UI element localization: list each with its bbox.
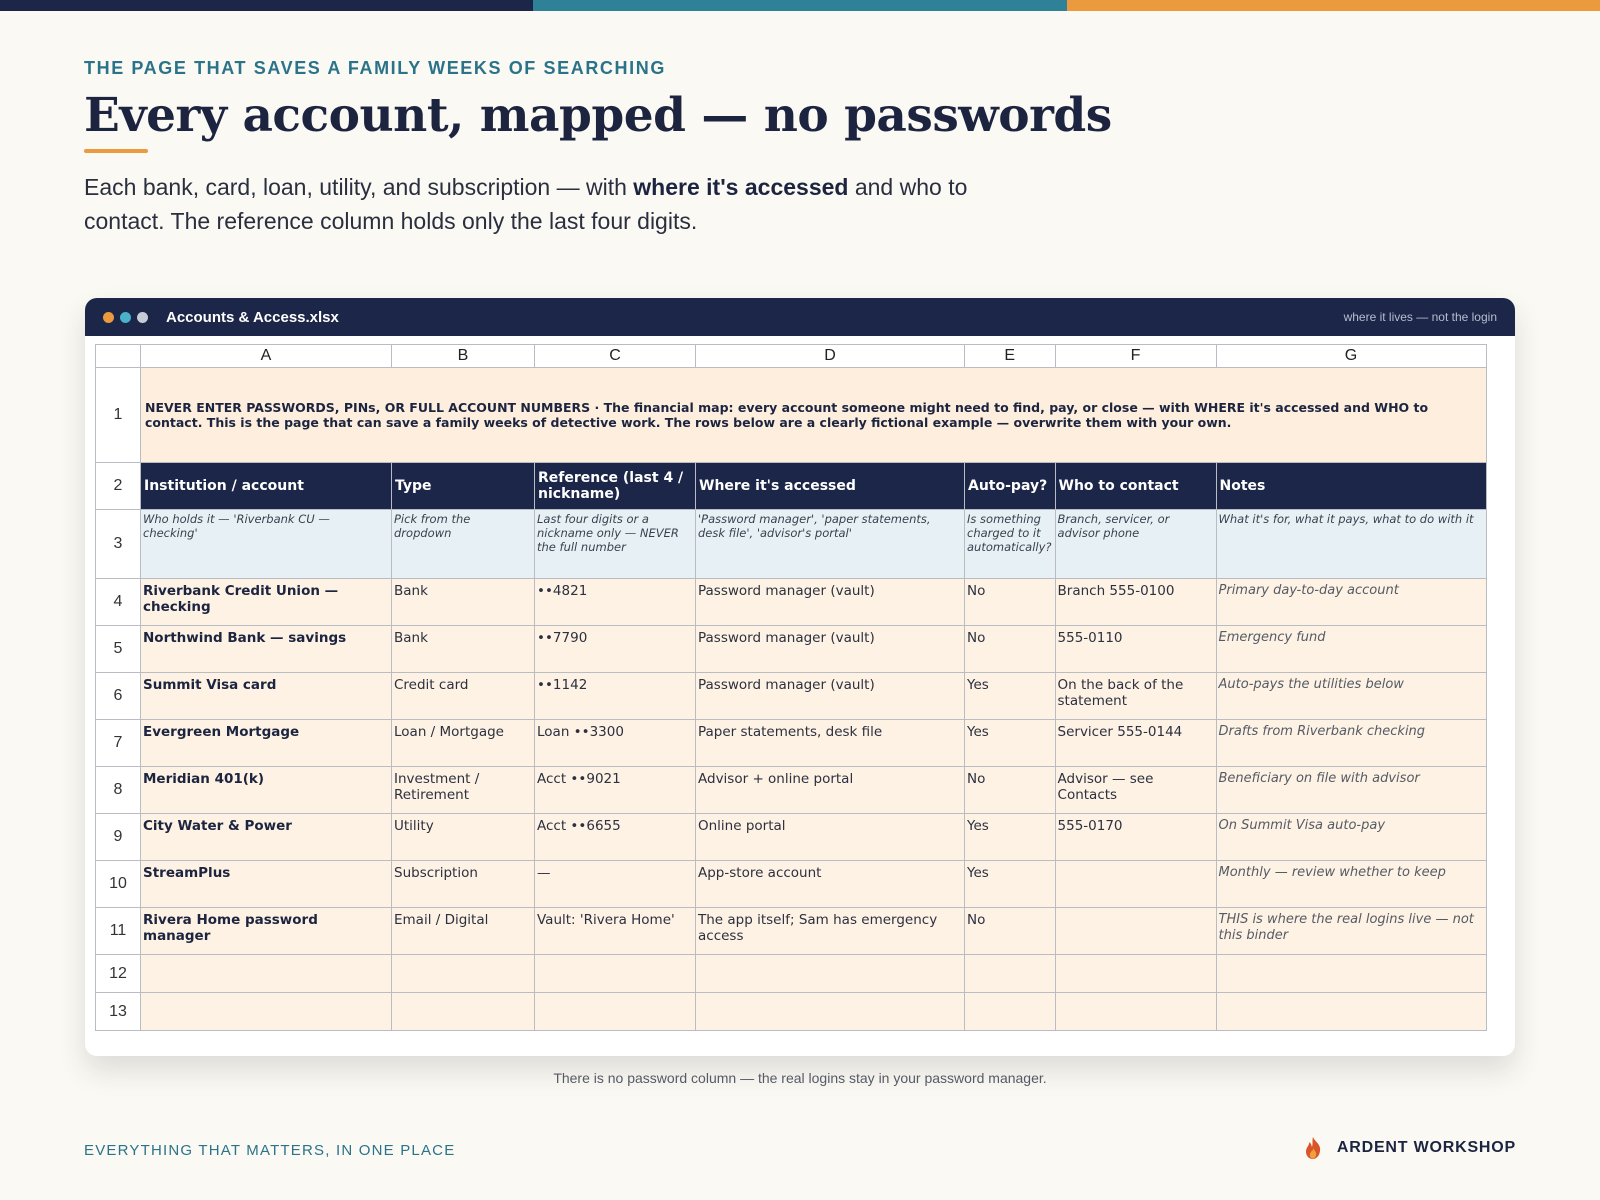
data-cell[interactable]: Yes xyxy=(965,720,1056,767)
empty-cell[interactable] xyxy=(141,955,392,993)
data-cell[interactable]: Advisor — see Contacts xyxy=(1055,767,1216,814)
empty-cell[interactable] xyxy=(1055,993,1216,1031)
hint-cell[interactable]: 'Password manager', 'paper statements, desk file', 'advisor's portal' xyxy=(696,510,965,579)
data-cell[interactable]: ••7790 xyxy=(535,626,696,673)
data-cell[interactable]: Evergreen Mortgage xyxy=(141,720,392,767)
data-cell[interactable]: Rivera Home password manager xyxy=(141,908,392,955)
empty-cell[interactable] xyxy=(696,955,965,993)
top-bar-orange xyxy=(1067,0,1600,11)
column-header-c[interactable]: C xyxy=(535,345,696,368)
file-name: Accounts & Access.xlsx xyxy=(166,308,339,326)
window-titlebar xyxy=(85,298,1515,336)
table-row xyxy=(96,720,1487,767)
data-cell[interactable]: Password manager (vault) xyxy=(696,579,965,626)
data-cell[interactable]: Northwind Bank — savings xyxy=(141,626,392,673)
hint-row xyxy=(96,510,1487,579)
sheet-grid xyxy=(95,344,1487,1031)
table-row xyxy=(96,579,1487,626)
column-header-e[interactable]: E xyxy=(965,345,1056,368)
table-row xyxy=(96,626,1487,673)
data-cell[interactable]: Drafts from Riverbank checking xyxy=(1216,720,1486,767)
data-cell[interactable]: Vault: 'Rivera Home' xyxy=(535,908,696,955)
data-cell[interactable]: Primary day-to-day account xyxy=(1216,579,1486,626)
row-number[interactable]: 12 xyxy=(96,955,141,993)
data-cell[interactable]: On Summit Visa auto-pay xyxy=(1216,814,1486,861)
data-cell[interactable]: App-store account xyxy=(696,861,965,908)
data-cell[interactable]: Yes xyxy=(965,673,1056,720)
window-dot-gray[interactable] xyxy=(137,312,148,323)
top-color-bar xyxy=(0,0,1600,11)
hint-cell[interactable]: Last four digits or a nickname only — NEVER the full number xyxy=(535,510,696,579)
empty-cell[interactable] xyxy=(535,993,696,1031)
header-cell[interactable]: Notes xyxy=(1216,463,1486,510)
header-cell[interactable]: Type xyxy=(392,463,535,510)
data-cell[interactable]: Bank xyxy=(392,626,535,673)
empty-cell[interactable] xyxy=(1216,993,1486,1031)
brand xyxy=(1303,1136,1516,1160)
data-cell[interactable]: Auto-pays the utilities below xyxy=(1216,673,1486,720)
row-number[interactable]: 4 xyxy=(96,579,141,626)
data-cell[interactable]: Monthly — review whether to keep xyxy=(1216,861,1486,908)
data-cell[interactable]: Loan ••3300 xyxy=(535,720,696,767)
data-cell[interactable]: ••1142 xyxy=(535,673,696,720)
data-cell[interactable]: No xyxy=(965,626,1056,673)
hint-cell[interactable]: Pick from the dropdown xyxy=(392,510,535,579)
empty-row xyxy=(96,955,1487,993)
brand-name: ARDENT WORKSHOP xyxy=(1336,1139,1516,1156)
empty-cell[interactable] xyxy=(392,955,535,993)
title-underline xyxy=(84,149,148,153)
column-header-a[interactable]: A xyxy=(141,345,392,368)
header-cell[interactable]: Where it's accessed xyxy=(696,463,965,510)
data-cell[interactable]: Paper statements, desk file xyxy=(696,720,965,767)
footer-tagline: EVERYTHING THAT MATTERS, IN ONE PLACE xyxy=(84,1142,456,1159)
data-cell[interactable]: Acct ••6655 xyxy=(535,814,696,861)
window-dot-teal[interactable] xyxy=(120,312,131,323)
spreadsheet-window xyxy=(85,298,1515,1056)
column-header-g[interactable]: G xyxy=(1216,345,1486,368)
data-cell[interactable]: On the back of the statement xyxy=(1055,673,1216,720)
empty-cell[interactable] xyxy=(965,993,1056,1031)
hint-cell[interactable]: What it's for, what it pays, what to do with it xyxy=(1216,510,1486,579)
data-cell[interactable]: No xyxy=(965,579,1056,626)
lede-part-1: Each bank, card, loan, utility, and subscription — with xyxy=(84,174,634,200)
data-cell[interactable]: Email / Digital xyxy=(392,908,535,955)
data-cell[interactable]: Utility xyxy=(392,814,535,861)
header-cell[interactable]: Reference (last 4 / nickname) xyxy=(535,463,696,510)
data-cell[interactable]: 555-0170 xyxy=(1055,814,1216,861)
empty-row xyxy=(96,993,1487,1031)
row-number[interactable]: 13 xyxy=(96,993,141,1031)
row-number[interactable]: 3 xyxy=(96,510,141,579)
data-cell[interactable]: City Water & Power xyxy=(141,814,392,861)
data-cell[interactable]: Meridian 401(k) xyxy=(141,767,392,814)
empty-cell[interactable] xyxy=(965,955,1056,993)
row-number[interactable]: 7 xyxy=(96,720,141,767)
page-title: Every account, mapped — no passwords xyxy=(84,88,1112,143)
caption: There is no password column — the real logins stay in your password manager. xyxy=(553,1070,1047,1086)
empty-cell[interactable] xyxy=(696,993,965,1031)
top-bar-teal xyxy=(533,0,1066,11)
lede xyxy=(84,170,1044,238)
lede-part-2: and who to contact. The reference column holds only the last four digits. xyxy=(84,174,968,234)
data-cell[interactable]: Yes xyxy=(965,861,1056,908)
row-number[interactable]: 10 xyxy=(96,861,141,908)
data-cell[interactable]: — xyxy=(535,861,696,908)
data-cell[interactable]: Online portal xyxy=(696,814,965,861)
header-cell[interactable]: Who to contact xyxy=(1055,463,1216,510)
table-row xyxy=(96,814,1487,861)
data-cell[interactable] xyxy=(1055,908,1216,955)
data-cell[interactable] xyxy=(1055,861,1216,908)
empty-cell[interactable] xyxy=(1216,955,1486,993)
data-cell[interactable]: Branch 555-0100 xyxy=(1055,579,1216,626)
data-cell[interactable]: Yes xyxy=(965,814,1056,861)
row-number[interactable]: 1 xyxy=(96,368,141,463)
column-header-d[interactable]: D xyxy=(696,345,965,368)
header-row xyxy=(96,463,1487,510)
data-cell[interactable]: Acct ••9021 xyxy=(535,767,696,814)
data-cell[interactable]: 555-0110 xyxy=(1055,626,1216,673)
data-cell[interactable]: Servicer 555-0144 xyxy=(1055,720,1216,767)
data-cell[interactable]: Riverbank Credit Union — checking xyxy=(141,579,392,626)
data-cell[interactable]: Password manager (vault) xyxy=(696,626,965,673)
row-number[interactable]: 6 xyxy=(96,673,141,720)
row-number[interactable]: 11 xyxy=(96,908,141,955)
header-cell[interactable]: Auto-pay? xyxy=(965,463,1056,510)
table-row xyxy=(96,673,1487,720)
table-row xyxy=(96,767,1487,814)
data-cell[interactable]: Credit card xyxy=(392,673,535,720)
data-cell[interactable]: StreamPlus xyxy=(141,861,392,908)
column-header-row xyxy=(96,345,1487,368)
lede-bold: where it's accessed xyxy=(633,174,849,200)
hint-cell[interactable]: Who holds it — 'Riverbank CU — checking' xyxy=(141,510,392,579)
row-number[interactable]: 8 xyxy=(96,767,141,814)
data-cell[interactable]: Beneficiary on file with advisor xyxy=(1216,767,1486,814)
window-note: where it lives — not the login xyxy=(1343,310,1497,324)
warning-row xyxy=(96,368,1487,463)
header-cell[interactable]: Institution / account xyxy=(141,463,392,510)
data-cell[interactable]: Summit Visa card xyxy=(141,673,392,720)
top-bar-navy xyxy=(0,0,533,11)
column-header-b[interactable]: B xyxy=(392,345,535,368)
data-cell[interactable]: Advisor + online portal xyxy=(696,767,965,814)
kicker: THE PAGE THAT SAVES A FAMILY WEEKS OF SEARCHING xyxy=(84,58,666,78)
data-cell[interactable]: Loan / Mortgage xyxy=(392,720,535,767)
data-cell[interactable]: Emergency fund xyxy=(1216,626,1486,673)
data-cell[interactable]: Investment / Retirement xyxy=(392,767,535,814)
row-number[interactable]: 9 xyxy=(96,814,141,861)
table-row xyxy=(96,861,1487,908)
column-header-f[interactable]: F xyxy=(1055,345,1216,368)
window-dot-orange[interactable] xyxy=(103,312,114,323)
flame-icon xyxy=(1303,1136,1323,1160)
hint-cell[interactable]: Is something charged to it automatically? xyxy=(965,510,1056,579)
hint-cell[interactable]: Branch, servicer, or advisor phone xyxy=(1055,510,1216,579)
data-cell[interactable]: THIS is where the real logins live — not this binder xyxy=(1216,908,1486,955)
spreadsheet xyxy=(95,344,1487,1031)
empty-cell[interactable] xyxy=(1055,955,1216,993)
empty-cell[interactable] xyxy=(141,993,392,1031)
data-cell[interactable]: ••4821 xyxy=(535,579,696,626)
warning-banner[interactable]: NEVER ENTER PASSWORDS, PINs, OR FULL ACCOUNT NUMBERS · The financial map: every account someone might need to find, pay, or close — with WHERE it's accessed and WHO to contact. This is the page that can save a family weeks of detective work. The rows below are a clearly fictional example — overwrite them with your own. xyxy=(141,368,1487,463)
empty-cell[interactable] xyxy=(535,955,696,993)
data-cell[interactable]: No xyxy=(965,767,1056,814)
data-cell[interactable]: Bank xyxy=(392,579,535,626)
data-cell[interactable]: No xyxy=(965,908,1056,955)
table-row xyxy=(96,908,1487,955)
select-all-corner[interactable] xyxy=(96,345,141,368)
data-cell[interactable]: Subscription xyxy=(392,861,535,908)
row-number[interactable]: 2 xyxy=(96,463,141,510)
empty-cell[interactable] xyxy=(392,993,535,1031)
data-cell[interactable]: Password manager (vault) xyxy=(696,673,965,720)
data-cell[interactable]: The app itself; Sam has emergency access xyxy=(696,908,965,955)
row-number[interactable]: 5 xyxy=(96,626,141,673)
